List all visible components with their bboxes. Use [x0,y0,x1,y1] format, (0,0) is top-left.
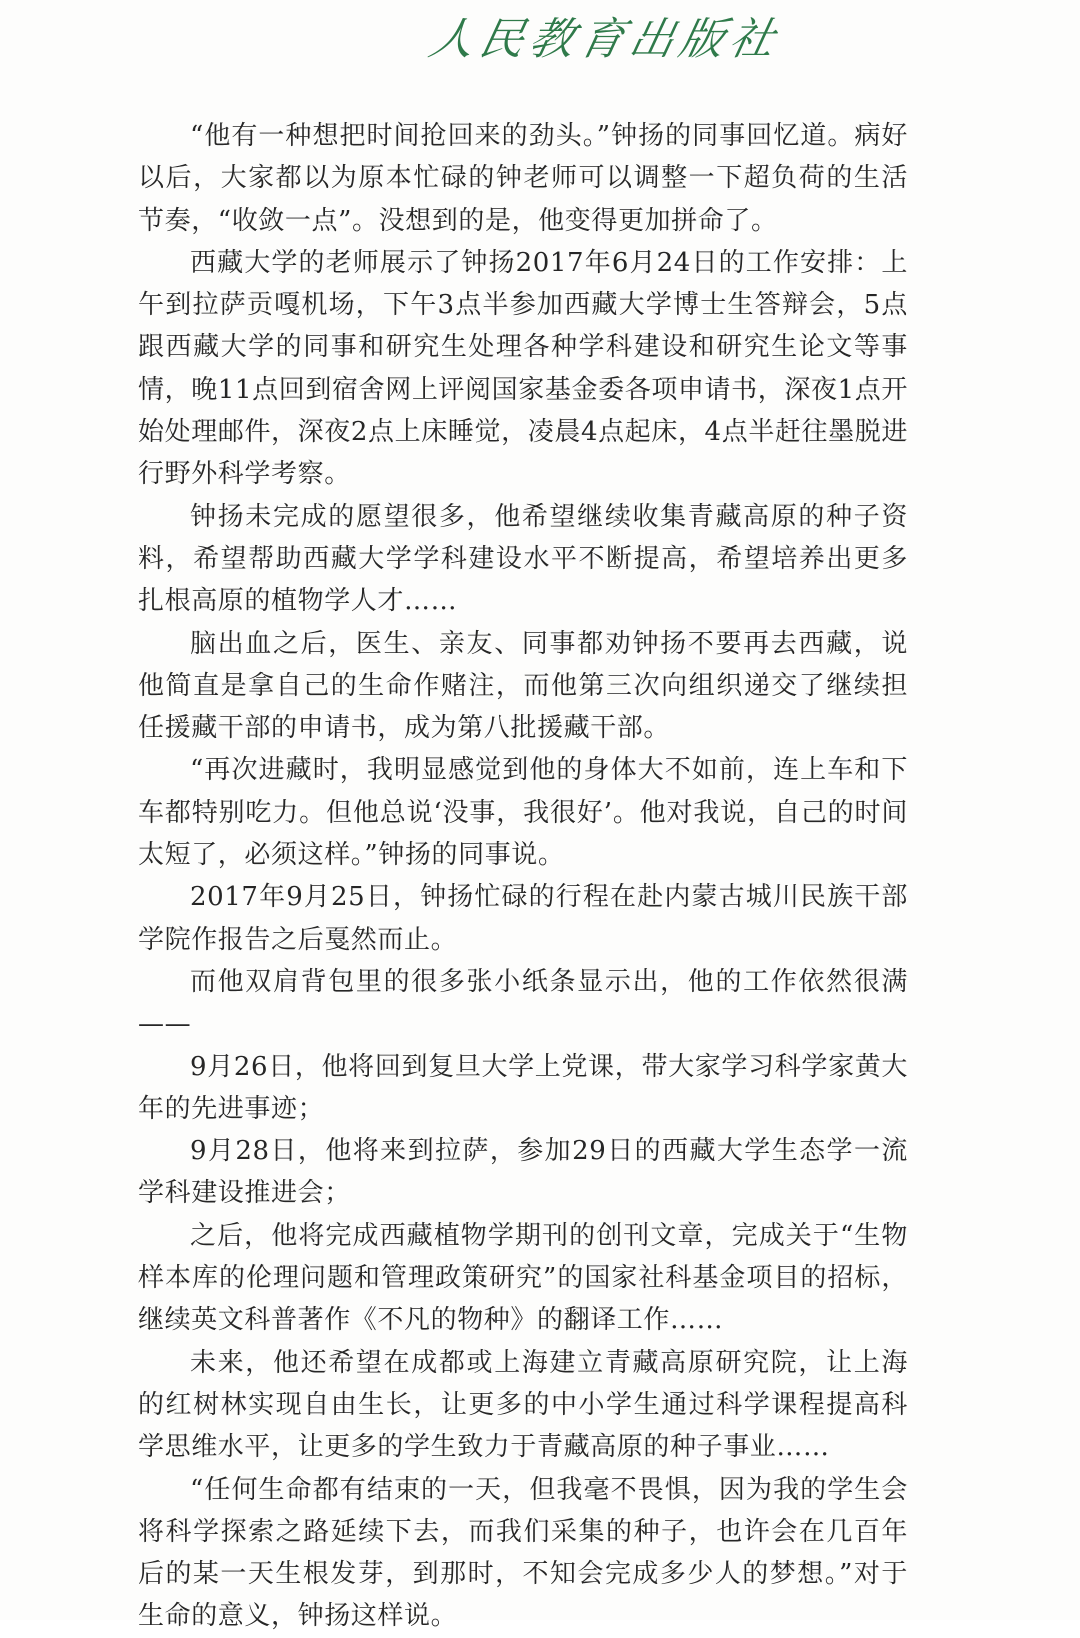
publisher-logo: 人民教育出版社 [424,14,786,65]
paragraph: 9月26日，他将回到复旦大学上党课，带大家学习科学家黄大年的先进事迹； [138,1051,908,1124]
paragraph: 西藏大学的老师展示了钟扬2017年6月24日的工作安排：上午到拉萨贡嘎机场，下午3点半参加西藏大学博士生答辩会，5点跟西藏大学的同事和研究生处理各种学科建设和研究生论文等事情，晚11点回到宿舍网上评阅国家基金委各项申请书，深夜1点开始处理邮件，深夜2点上床睡觉，凌晨4点起床，4点半赶往墨脱进行野外科学考察。 [138,247,908,490]
paragraph: “再次进藏时，我明显感觉到他的身体大不如前，连上车和下车都特别吃力。但他总说‘没事，我很好’。他对我说，自己的时间太短了，必须这样。”钟扬的同事说。 [138,755,908,871]
paragraph: 脑出血之后，医生、亲友、同事都劝钟扬不要再去西藏，说他简直是拿自己的生命作赌注，而他第三次向组织递交了继续担任援藏干部的申请书，成为第八批援藏干部。 [138,628,908,744]
paragraph: 2017年9月25日，钟扬忙碌的行程在赴内蒙古城川民族干部学院作报告之后戛然而止。 [138,882,908,955]
paragraph: 钟扬未完成的愿望很多，他希望继续收集青藏高原的种子资料，希望帮助西藏大学学科建设水平不断提高，希望培养出更多扎根高原的植物学人才…… [138,501,908,617]
article-body [138,115,908,1638]
paragraph: 之后，他将完成西藏植物学期刊的创刊文章，完成关于“生物样本库的伦理问题和管理政策研究”的国家社科基金项目的招标，继续英文科普著作《不凡的物种》的翻译工作…… [138,1220,908,1336]
paragraph: “任何生命都有结束的一天，但我毫不畏惧，因为我的学生会将科学探索之路延续下去，而我们采集的种子，也许会在几百年后的某一天生根发芽，到那时，不知会完成多少人的梦想。”对于生命的意义，钟扬这样说。 [138,1474,908,1632]
paragraph: “他有一种想把时间抢回来的劲头。”钟扬的同事回忆道。病好以后，大家都以为原本忙碌的钟老师可以调整一下超负荷的生活节奏，“收敛一点”。没想到的是，他变得更加拼命了。 [138,121,908,236]
paragraph: 未来，他还希望在成都或上海建立青藏高原研究院，让上海的红树林实现自由生长，让更多的中小学生通过科学课程提高科学思维水平，让更多的学生致力于青藏高原的种子事业…… [138,1347,908,1463]
paragraph: 而他双肩背包里的很多张小纸条显示出，他的工作依然很满—— [138,966,908,1040]
paragraph: 9月28日，他将来到拉萨，参加29日的西藏大学生态学一流学科建设推进会； [138,1136,908,1209]
